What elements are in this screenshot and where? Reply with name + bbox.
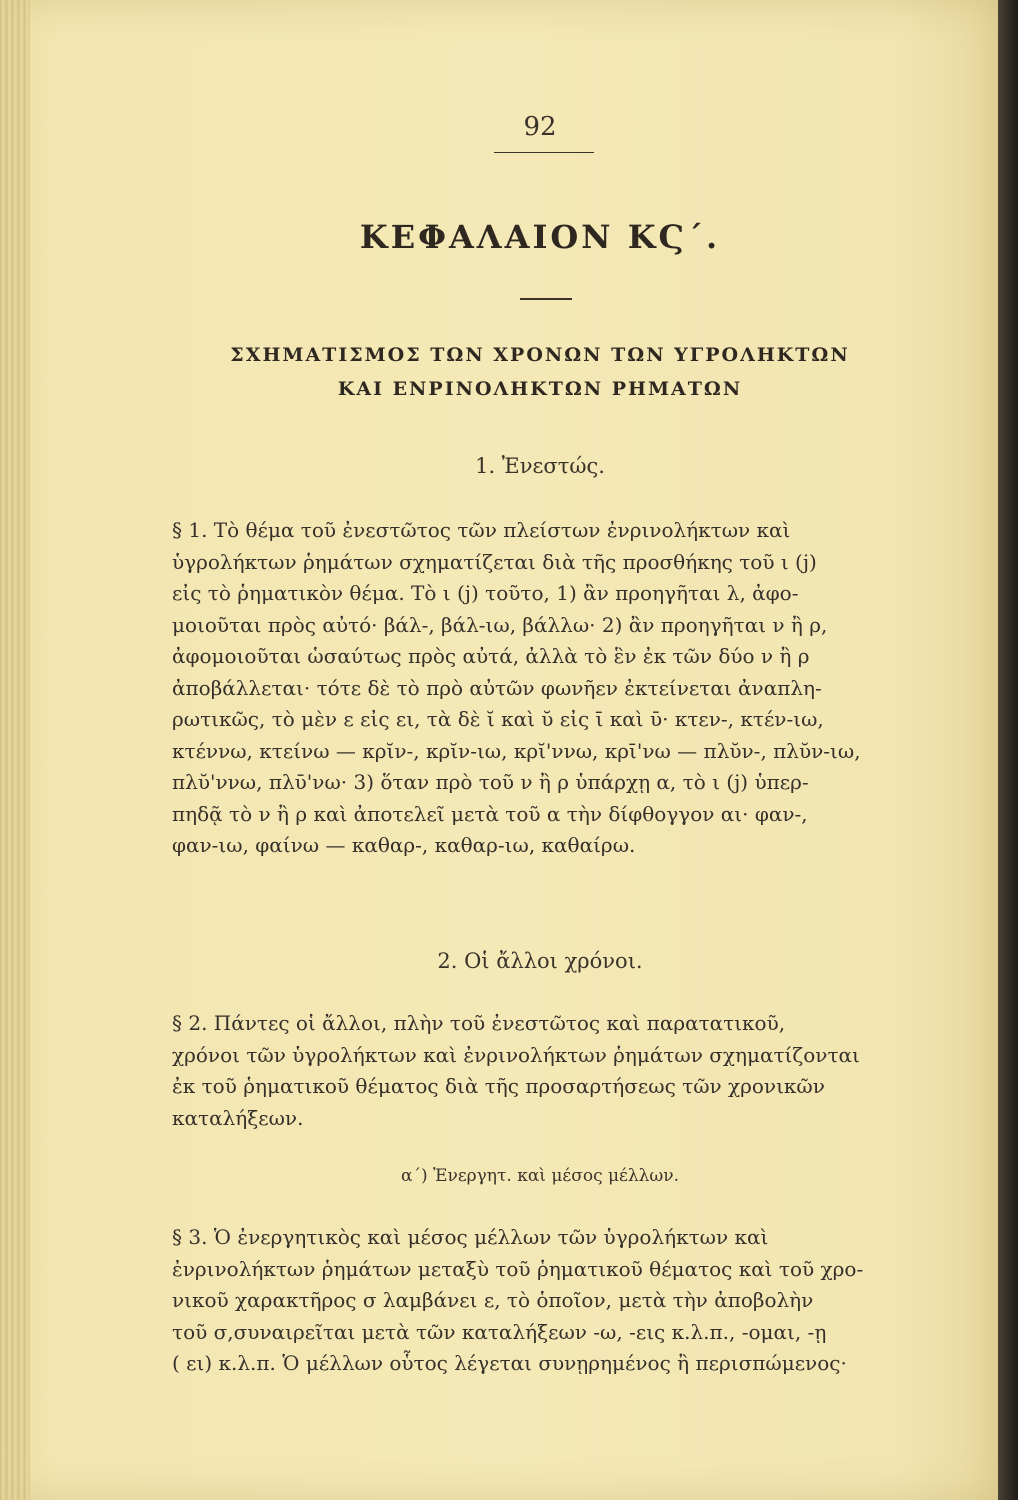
text-line: νικοῦ χαρακτῆρος σ λαμβάνει ε, τὸ ὁποῖον, μετὰ τὴν ἀποβολὴν: [172, 1288, 814, 1312]
text-line: τοῦ σ,συναιρεῖται μετὰ τῶν καταλήξεων -ω, -εις κ.λ.π., -ομαι, -ῃ: [172, 1319, 827, 1344]
text-line: ἐνρινολήκτων ῥημάτων μεταξὺ τοῦ ῥηματικοῦ θέματος καὶ τοῦ χρο-: [172, 1256, 864, 1281]
paragraph-3: [172, 1222, 912, 1380]
text-line: μοιοῦται πρὸς αὐτό· βάλ-, βάλ-ιω, βάλλω· 2) ἂν προηγῆται ν ἢ ρ,: [172, 612, 828, 637]
text-line: § 1. Τὸ θέμα τοῦ ἐνεστῶτος τῶν πλείστων ἐνρινολήκτων καὶ: [172, 518, 791, 542]
page-number-rule: [494, 152, 594, 153]
text-line: ἐκ τοῦ ῥηματικοῦ θέματος διὰ τῆς προσαρτήσεως τῶν χρονικῶν: [172, 1074, 825, 1098]
chapter-title: ΚΕΦΑΛΑΙΟΝ ΚϚ΄.: [359, 218, 721, 256]
text-line: § 2. Πάντες οἱ ἄλλοι, πλὴν τοῦ ἐνεστῶτος καὶ παρατατικοῦ,: [172, 1011, 786, 1035]
chapter-heading-line-1: ΣΧΗΜΑΤΙΣΜΟΣ ΤΩΝ ΧΡΟΝΩΝ ΤΩΝ ΥΓΡΟΛΗΚΤΩΝ: [230, 344, 850, 366]
paragraph-2: [172, 1008, 912, 1134]
text-line: πλῠ'ννω, πλῡ'νω· 3) ὅταν πρὸ τοῦ ν ἢ ρ ὑπάρχῃ α, τὸ ι (j) ὑπερ-: [172, 770, 809, 794]
book-edge: [998, 0, 1018, 1500]
text-line: πηδᾷ τὸ ν ἢ ρ καὶ ἀποτελεῖ μετὰ τοῦ α τὴν δίφθογγον αι· φαν-,: [172, 801, 808, 826]
subsection-a-title: α΄) Ἐνεργητ. καὶ μέσος μέλλων.: [400, 1166, 679, 1186]
text-line: χρόνοι τῶν ὑγρολήκτων καὶ ἐνρινολήκτων ῥημάτων σχηματίζονται: [172, 1042, 860, 1067]
text-line: ἀφομοιοῦται ὡσαύτως πρὸς αὐτά, ἀλλὰ τὸ ἓν ἐκ τῶν δύο ν ἢ ρ: [172, 644, 810, 668]
text-line: ἀποβάλλεται· τότε δὲ τὸ πρὸ αὐτῶν φωνῆεν ἐκτείνεται ἀναπλη-: [172, 675, 822, 700]
text-line: ρωτικῶς, τὸ μὲν ε εἰς ει, τὰ δὲ ῐ καὶ ῠ εἰς ῑ καὶ ῡ· κτεν-, κτέν-ιω,: [172, 707, 824, 731]
section-2-title: 2. Οἱ ἄλλοι χρόνοι.: [437, 949, 643, 973]
text-line: εἰς τὸ ῥηματικὸν θέμα. Τὸ ι (j) τοῦτο, 1) ἂν προηγῆται λ, ἀφο-: [172, 581, 799, 605]
text-line: ὑγρολήκτων ῥημάτων σχηματίζεται διὰ τῆς προσθήκης τοῦ ι (j): [172, 549, 817, 574]
text-line: καταλήξεων.: [172, 1105, 304, 1130]
text-line: § 3. Ὁ ἐνεργητικὸς καὶ μέσος μέλλων τῶν ὑγρολήκτων καὶ: [172, 1225, 769, 1249]
chapter-title-rule: [520, 298, 572, 300]
section-1-title: 1. Ἐνεστώς.: [475, 454, 605, 478]
page-number: 92: [523, 112, 557, 142]
text-line: φαν-ιω, φαίνω — καθαρ-, καθαρ-ιω, καθαίρω.: [172, 833, 636, 857]
paragraph-1: [172, 515, 912, 862]
text-line: ( ει) κ.λ.π. Ὁ μέλλων οὗτος λέγεται συνῃρημένος ἢ περισπώμενος·: [172, 1351, 847, 1375]
text-line: κτέννω, κτείνω — κρῐν-, κρῐν-ιω, κρῐ'ννω, κρῑ'νω — πλῠν-, πλῠν-ιω,: [172, 738, 861, 763]
chapter-heading-line-2: ΚΑΙ ΕΝΡΙΝΟΛΗΚΤΩΝ ΡΗΜΑΤΩΝ: [337, 378, 743, 400]
